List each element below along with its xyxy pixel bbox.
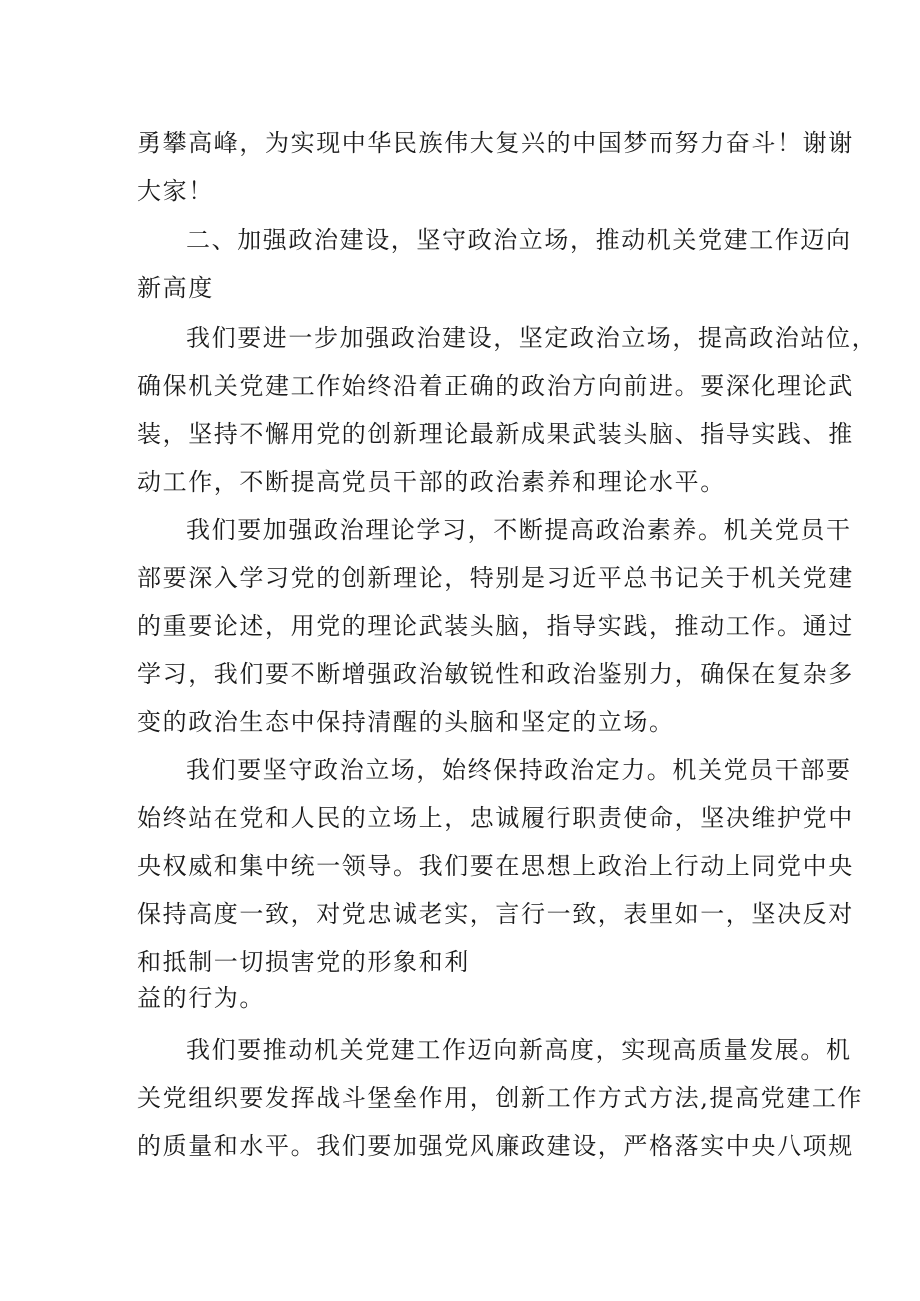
text-line: 大家！ xyxy=(137,177,214,205)
text-line: 我们要进一步加强政治建设，坚定政治立场，提高政治站位， xyxy=(186,324,878,352)
text-line: 始终站在党和人民的立场上，忠诚履行职责使命，坚决维护党中 xyxy=(137,804,854,832)
text-line: 动工作，不断提高党员干部的政治素养和理论水平。 xyxy=(137,468,726,496)
text-line: 我们要坚守政治立场，始终保持政治定力。机关党员干部要 xyxy=(186,756,852,784)
text-line: 益的行为。 xyxy=(137,984,265,1012)
text-line: 部要深入学习党的创新理论，特别是习近平总书记关于机关党建 xyxy=(137,564,854,592)
text-line: 装，坚持不懈用党的创新理论最新成果武装头脑、指导实践、推 xyxy=(137,420,854,448)
text-line: 的质量和水平。我们要加强党风廉政建设，严格落实中央八项规 xyxy=(137,1132,854,1160)
text-line: 学习，我们要不断增强政治敏锐性和政治鉴别力，确保在复杂多 xyxy=(137,660,854,688)
text-line: 我们要加强政治理论学习，不断提高政治素养。机关党员干 xyxy=(186,516,852,544)
text-line: 和抵制一切损害党的形象和利 xyxy=(137,948,470,976)
text-line: 关党组织要发挥战斗堡垒作用，创新工作方式方法,提高党建工作 xyxy=(137,1084,864,1112)
text-line: 勇攀高峰，为实现中华民族伟大复兴的中国梦而努力奋斗！谢谢 xyxy=(137,129,854,157)
section-heading: 新高度 xyxy=(137,274,214,302)
text-line: 我们要推动机关党建工作迈向新高度，实现高质量发展。机 xyxy=(186,1036,852,1064)
text-line: 变的政治生态中保持清醒的头脑和坚定的立场。 xyxy=(137,708,675,736)
text-line: 的重要论述，用党的理论武装头脑，指导实践，推动工作。通过 xyxy=(137,612,854,640)
text-line: 确保机关党建工作始终沿着正确的政治方向前进。要深化理论武 xyxy=(137,372,854,400)
text-line: 央权威和集中统一领导。我们要在思想上政治上行动上同党中央 xyxy=(137,852,854,880)
section-heading: 二、加强政治建设，坚守政治立场，推动机关党建工作迈向 xyxy=(186,226,852,254)
text-line: 保持高度一致，对党忠诚老实，言行一致，表里如一，坚决反对 xyxy=(137,900,854,928)
